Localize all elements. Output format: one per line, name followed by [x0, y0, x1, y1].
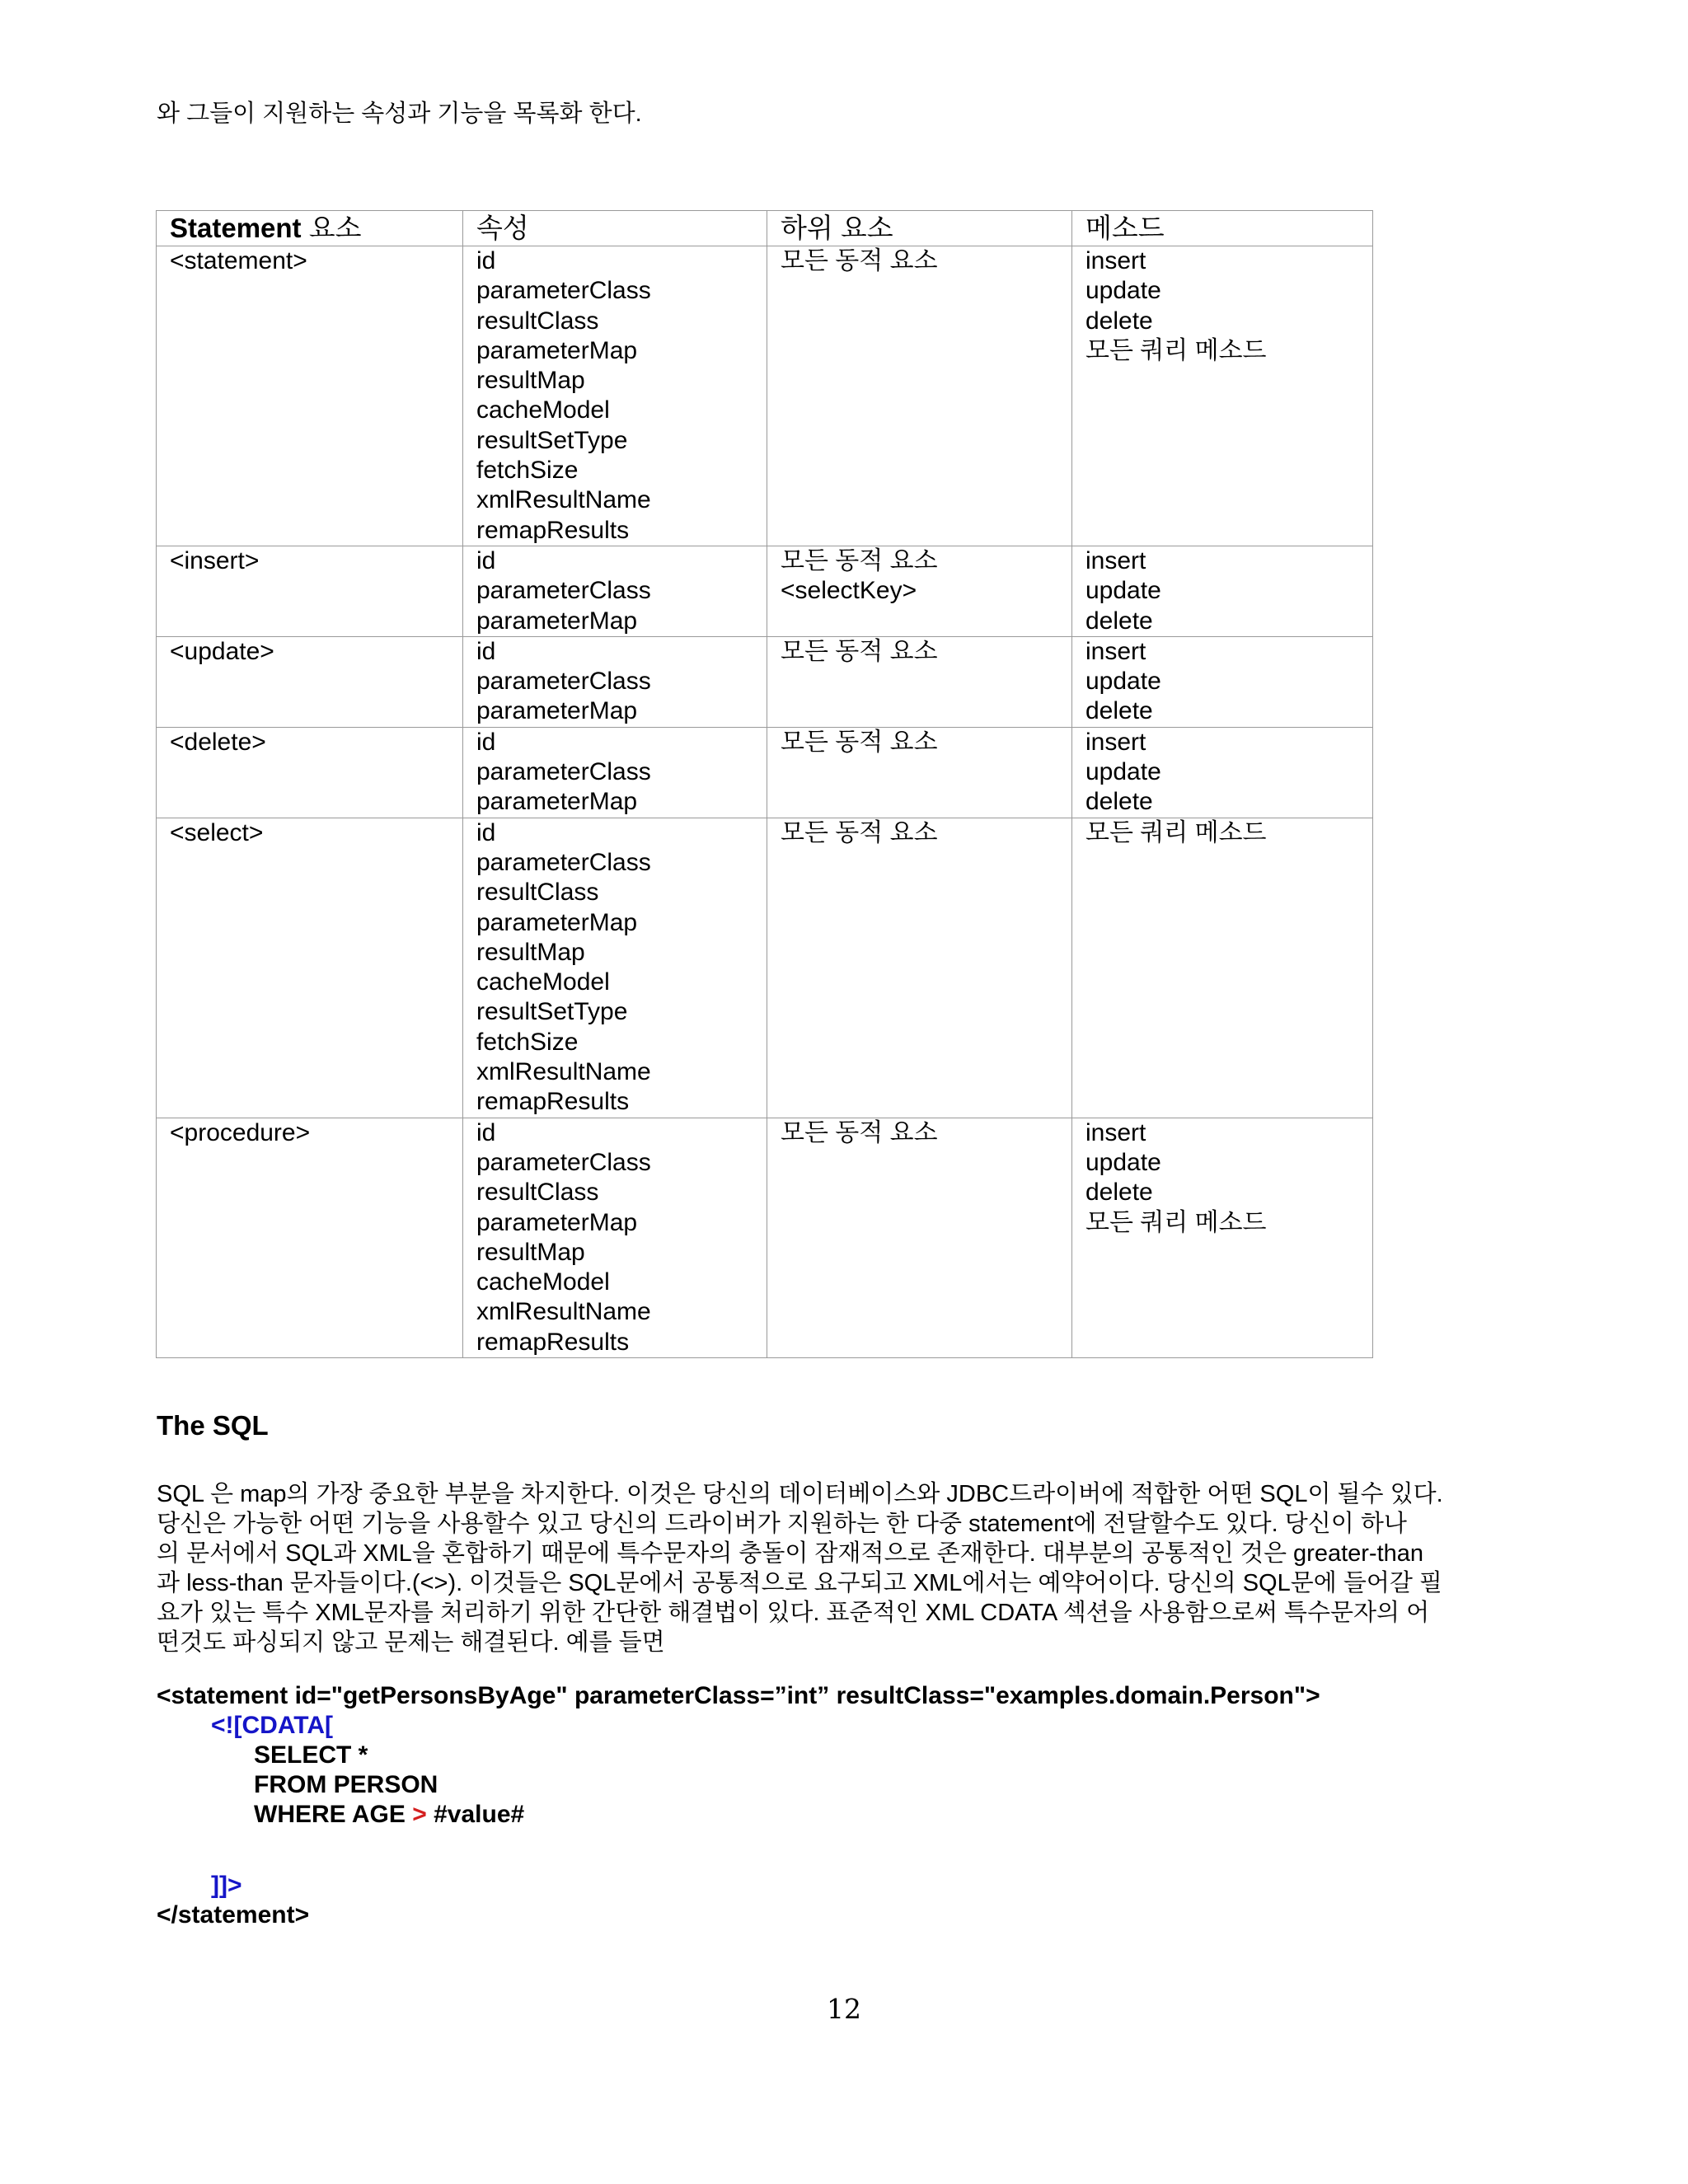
cell-methods-item: delete: [1085, 307, 1153, 335]
paragraph-line: 의 문서에서 SQL과 XML을 혼합하기 때문에 특수문자의 충돌이 잠재적으로 존재한다. 대부분의 공통적인 것은 greater-than: [157, 1540, 1424, 1567]
cell-attributes: [463, 636, 767, 727]
cell-attributes: [463, 727, 767, 818]
cell-attributes-item: parameterClass: [476, 668, 651, 696]
code-cdata-open: <![CDATA[: [211, 1712, 334, 1739]
cell-methods-item: update: [1085, 577, 1161, 605]
cell-attributes-item: xmlResultName: [476, 486, 651, 514]
cell-attributes-item: xmlResultName: [476, 1058, 651, 1086]
cell-element: [157, 727, 463, 818]
cell-attributes-item: remapResults: [476, 516, 630, 544]
sql-description-paragraph: [157, 1479, 1541, 1657]
cell-methods-item: insert: [1085, 637, 1146, 665]
cell-attributes-item: parameterClass: [476, 577, 651, 605]
cell-methods-item: delete: [1085, 697, 1153, 725]
cell-attributes-item: id: [476, 546, 496, 574]
element-tag: <select>: [170, 818, 264, 846]
cell-attributes-item: id: [476, 637, 496, 665]
cell-child-elements-item: 모든 동적 요소: [781, 546, 938, 574]
cell-attributes-item: resultMap: [476, 938, 585, 966]
element-tag: <procedure>: [170, 1118, 311, 1146]
cell-attributes-item: parameterClass: [476, 277, 651, 305]
cell-attributes-item: resultClass: [476, 307, 599, 335]
table-row: [157, 546, 1373, 636]
cell-attributes-item: fetchSize: [476, 457, 579, 485]
cell-attributes-item: parameterClass: [476, 758, 651, 786]
code-where-prefix: WHERE AGE: [254, 1801, 413, 1828]
paragraph-line: 과 less-than 문자들이다.(<>). 이것들은 SQL문에서 공통적으로 요구되고 XML에서는 예약어이다. 당신의 SQL문에 들어갈 필: [157, 1570, 1442, 1596]
cell-attributes-item: xmlResultName: [476, 1298, 651, 1326]
header-methods: 메소드: [1072, 211, 1373, 246]
table-row: [157, 1118, 1373, 1357]
code-blank-line: [157, 1830, 1320, 1871]
cell-methods-item: update: [1085, 758, 1161, 786]
cell-methods: [1072, 727, 1373, 818]
cell-attributes: [463, 246, 767, 546]
intro-text: 와 그들이 지원하는 속성과 기능을 목록화 한다.: [157, 101, 642, 127]
element-tag: <statement>: [170, 247, 307, 274]
cell-attributes-item: parameterMap: [476, 607, 638, 635]
cell-attributes-item: resultClass: [476, 1179, 599, 1207]
cell-attributes: [463, 546, 767, 636]
cell-methods-item: update: [1085, 668, 1161, 696]
cell-attributes-item: cacheModel: [476, 396, 610, 424]
page-number: 12: [827, 1993, 861, 2025]
cell-attributes-item: remapResults: [476, 1088, 630, 1116]
cell-methods-item: insert: [1085, 247, 1146, 274]
cell-child-elements-item: 모든 동적 요소: [781, 728, 938, 756]
cell-attributes-item: parameterMap: [476, 788, 638, 816]
element-tag: <insert>: [170, 546, 260, 574]
cell-attributes-item: parameterClass: [476, 848, 651, 876]
code-where-operator: >: [412, 1801, 427, 1828]
code-select-line: SELECT *: [254, 1741, 368, 1769]
cell-child-elements: [767, 546, 1072, 636]
cell-child-elements-item: 모든 동적 요소: [781, 818, 938, 846]
table-row: [157, 246, 1373, 546]
cell-element: [157, 546, 463, 636]
table-header-row: [157, 211, 1373, 246]
code-where-suffix: #value#: [426, 1801, 525, 1828]
cell-attributes-item: parameterMap: [476, 336, 638, 364]
cell-methods-item: update: [1085, 1148, 1161, 1176]
cell-methods-item: insert: [1085, 546, 1146, 574]
cell-attributes-item: parameterClass: [476, 1148, 651, 1176]
code-cdata-close: ]]>: [211, 1872, 242, 1899]
cell-attributes-item: parameterMap: [476, 697, 638, 725]
paragraph-line: 떤것도 파싱되지 않고 문제는 해결된다. 예를 들면: [157, 1629, 665, 1656]
cell-methods-item: delete: [1085, 1179, 1153, 1207]
cell-element: [157, 818, 463, 1118]
cell-element: [157, 246, 463, 546]
cell-attributes-item: resultMap: [476, 367, 585, 395]
table-row: [157, 727, 1373, 818]
cell-attributes-item: resultClass: [476, 879, 599, 907]
cell-element: [157, 636, 463, 727]
table-row: [157, 636, 1373, 727]
cell-attributes-item: remapResults: [476, 1328, 630, 1356]
cell-attributes-item: id: [476, 728, 496, 756]
cell-child-elements-item: 모든 동적 요소: [781, 1118, 938, 1146]
cell-attributes-item: resultSetType: [476, 426, 628, 454]
cell-child-elements-item: <selectKey>: [781, 577, 917, 605]
code-where-line: [157, 1800, 1320, 1830]
code-from-line: FROM PERSON: [254, 1771, 438, 1798]
section-heading: The SQL: [157, 1410, 269, 1441]
cell-methods: [1072, 818, 1373, 1118]
cell-methods-item: delete: [1085, 788, 1153, 816]
cell-child-elements-item: 모든 동적 요소: [781, 247, 938, 274]
cell-child-elements: [767, 636, 1072, 727]
cell-methods-item: insert: [1085, 728, 1146, 756]
cell-methods-item: insert: [1085, 1118, 1146, 1146]
cell-methods-item: delete: [1085, 607, 1153, 635]
cell-attributes: [463, 1118, 767, 1357]
cell-attributes-item: resultMap: [476, 1238, 585, 1266]
cell-child-elements: [767, 246, 1072, 546]
cell-methods-item: update: [1085, 277, 1161, 305]
cell-attributes-item: parameterMap: [476, 1208, 638, 1236]
code-example: [157, 1681, 1320, 1930]
code-statement-open-tag: <statement id="getPersonsByAge" parameterClass=”int” resultClass="examples.domain.Person">: [157, 1682, 1320, 1709]
cell-attributes: [463, 818, 767, 1118]
paragraph-line: 당신은 가능한 어떤 기능을 사용할수 있고 당신의 드라이버가 지원하는 한 다중 statement에 전달할수도 있다. 당신이 하나: [157, 1511, 1407, 1537]
element-tag: <delete>: [170, 728, 266, 756]
header-child-elements: 하위 요소: [767, 211, 1072, 246]
cell-attributes-item: parameterMap: [476, 908, 638, 936]
cell-methods: [1072, 636, 1373, 727]
header-attributes: 속성: [463, 211, 767, 246]
table-body: [157, 246, 1373, 1358]
header-statement-bold: Statement: [170, 213, 302, 243]
cell-child-elements: [767, 727, 1072, 818]
statement-elements-table: [156, 210, 1373, 1358]
cell-attributes-item: cacheModel: [476, 968, 610, 996]
header-statement-element: [157, 211, 463, 246]
code-statement-close-tag: </statement>: [157, 1901, 310, 1929]
paragraph-line: 요가 있는 특수 XML문자를 처리하기 위한 간단한 해결법이 있다. 표준적인 XML CDATA 섹션을 사용함으로써 특수문자의 어: [157, 1600, 1430, 1626]
cell-attributes-item: id: [476, 1118, 496, 1146]
cell-attributes-item: cacheModel: [476, 1268, 610, 1296]
cell-attributes-item: fetchSize: [476, 1028, 579, 1056]
cell-attributes-item: id: [476, 818, 496, 846]
cell-methods-item: 모든 쿼리 메소드: [1085, 1208, 1267, 1236]
cell-methods-item: 모든 쿼리 메소드: [1085, 336, 1267, 364]
cell-methods: [1072, 246, 1373, 546]
cell-methods: [1072, 546, 1373, 636]
cell-attributes-item: id: [476, 247, 496, 274]
element-tag: <update>: [170, 637, 274, 665]
cell-child-elements: [767, 1118, 1072, 1357]
table-row: [157, 818, 1373, 1118]
header-statement-rest: 요소: [301, 213, 362, 243]
cell-child-elements: [767, 818, 1072, 1118]
cell-element: [157, 1118, 463, 1357]
cell-child-elements-item: 모든 동적 요소: [781, 637, 938, 665]
cell-attributes-item: resultSetType: [476, 998, 628, 1026]
cell-methods-item: 모든 쿼리 메소드: [1085, 818, 1267, 846]
paragraph-line: SQL 은 map의 가장 중요한 부분을 차지한다. 이것은 당신의 데이터베이스와 JDBC드라이버에 적합한 어떤 SQL이 될수 있다.: [157, 1481, 1443, 1507]
cell-methods: [1072, 1118, 1373, 1357]
